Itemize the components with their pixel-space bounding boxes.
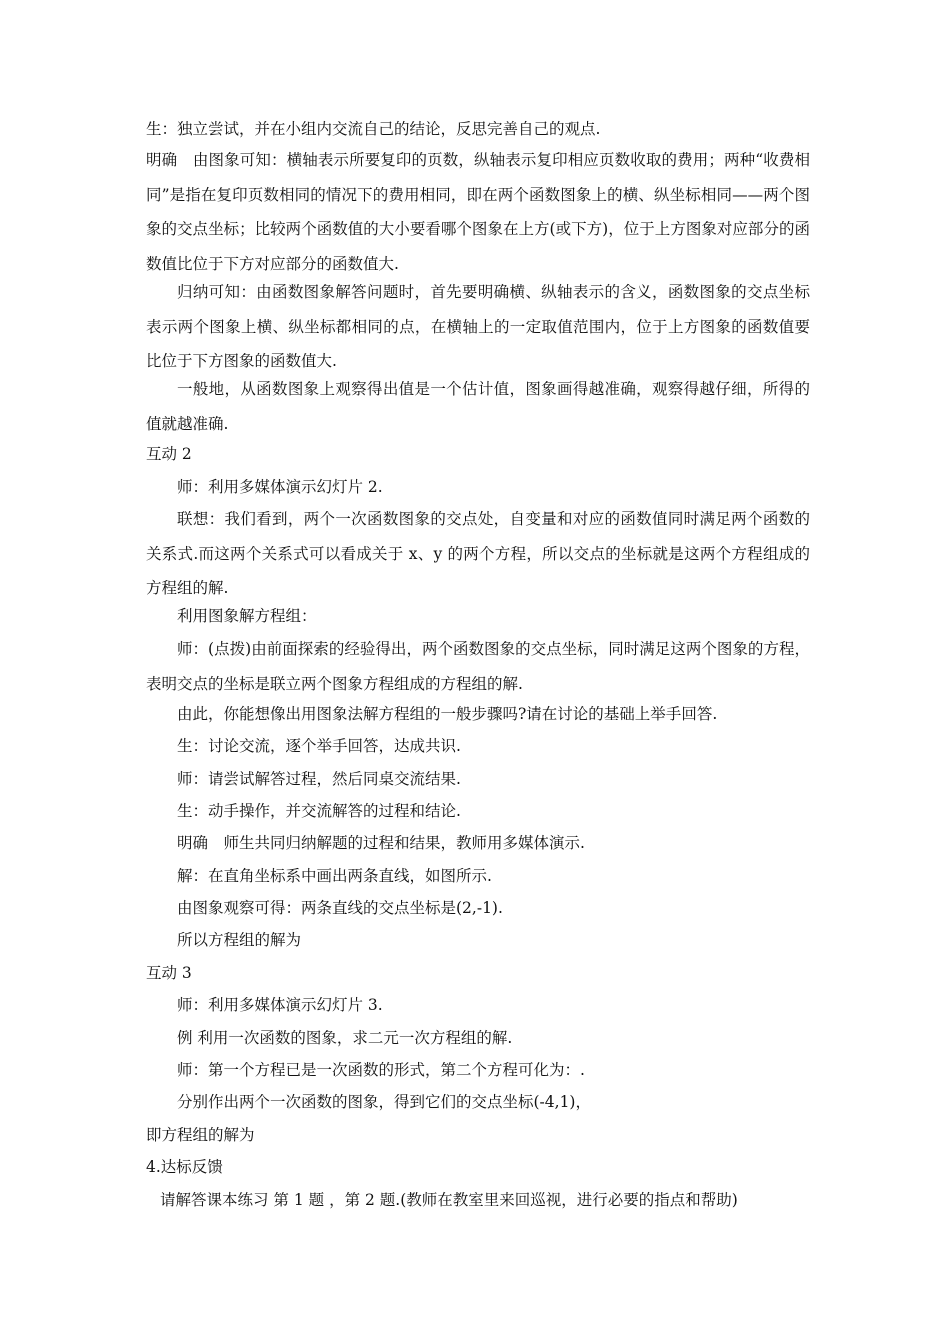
paragraph-teacher-slide-2: 师：利用多媒体演示幻灯片 2. <box>177 478 383 496</box>
paragraph-solution: 解：在直角坐标系中画出两条直线，如图所示. <box>177 867 492 885</box>
paragraph-teacher-hint: 师：(点拨)由前面探索的经验得出，两个函数图象的交点坐标，同时满足这两个图象的方程，表明交点的坐标是联立两个图象方程组成的方程组的解. <box>146 640 810 693</box>
paragraph-general-steps: 由此，你能想像出用图象法解方程组的一般步骤吗?请在讨论的基础上举手回答. <box>177 705 718 723</box>
paragraph-system-result: 即方程组的解为 <box>146 1126 255 1144</box>
paragraph-solve-by-graph: 利用图象解方程组： <box>177 607 317 625</box>
paragraph-clarify-graph: 明确 由图象可知：横轴表示所要复印的页数，纵轴表示复印相应页数收取的费用；两种“收费相同”是指在复印页数相同的情况下的费用相同，即在两个函数图象上的横、纵坐标相同——两个图象的交点坐标；比较两个函数值的大小要看哪个图象在上方(或下方)，位于上方图象对应部分的函数值比位于下方对应部分的函数值大. <box>146 151 810 273</box>
paragraph-clarify-summary: 明确 师生共同归纳解题的过程和结果，教师用多媒体演示. <box>177 834 585 852</box>
paragraph-example: 例 利用一次函数的图象，求二元一次方程组的解. <box>177 1029 513 1047</box>
paragraph-intersection: 由图象观察可得：两条直线的交点坐标是(2,-1). <box>177 899 503 917</box>
paragraph-student-discuss: 生：讨论交流，逐个举手回答，达成共识. <box>177 737 461 755</box>
paragraph-teacher-slide-3: 师：利用多媒体演示幻灯片 3. <box>177 996 383 1014</box>
heading-interaction-3: 互动 3 <box>146 964 192 982</box>
paragraph-teacher-first-equation: 师：第一个方程已是一次函数的形式，第二个方程可化为：. <box>177 1061 585 1079</box>
paragraph-exercise: 请解答课本练习 第 1 题 ，第 2 题.(教师在教室里来回巡视，进行必要的指点和帮助) <box>160 1191 738 1209</box>
paragraph-student-try: 生：独立尝试，并在小组内交流自己的结论，反思完善自己的观点. <box>146 120 601 138</box>
heading-feedback: 4.达标反馈 <box>146 1158 223 1176</box>
paragraph-estimate: 一般地，从函数图象上观察得出值是一个估计值，图象画得越准确，观察得越仔细，所得的值就越准确. <box>146 380 810 433</box>
paragraph-summary: 归纳可知：由函数图象解答问题时，首先要明确横、纵轴表示的含义，函数图象的交点坐标表示两个图象上横、纵坐标都相同的点，在横轴上的一定取值范围内，位于上方图象的函数值要比位于下方图象的函数值大. <box>146 283 810 370</box>
heading-interaction-2: 互动 2 <box>146 445 192 463</box>
paragraph-association: 联想：我们看到，两个一次函数图象的交点处，自变量和对应的函数值同时满足两个函数的关系式.而这两个关系式可以看成关于 x、y 的两个方程，所以交点的坐标就是这两个方程组成的方程组的解. <box>146 510 810 597</box>
paragraph-draw-graphs: 分别作出两个一次函数的图象，得到它们的交点坐标(-4,1)， <box>177 1093 591 1111</box>
paragraph-student-operate: 生：动手操作，并交流解答的过程和结论. <box>177 802 461 820</box>
paragraph-system-solution: 所以方程组的解为 <box>177 931 302 949</box>
paragraph-teacher-try: 师：请尝试解答过程，然后同桌交流结果. <box>177 770 461 788</box>
